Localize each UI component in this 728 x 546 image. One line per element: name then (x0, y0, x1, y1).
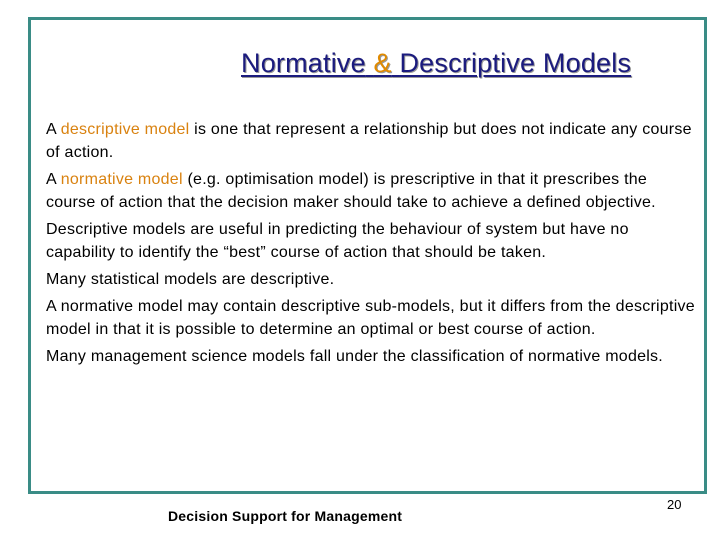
paragraph-text: A (46, 171, 61, 188)
title-ampersand: & (373, 48, 392, 78)
paragraph-normative-submodels: A normative model may contain descriptive sub-models, but it differs from the descriptive model in that it is possible to determine an optimal or best course of action. (46, 298, 695, 338)
term-descriptive-model: descriptive model (60, 121, 190, 138)
page-number: 20 (667, 497, 682, 512)
paragraph-normative-definition (46, 168, 696, 214)
title-descriptive-models: Descriptive Models (399, 48, 632, 78)
paragraph-statistical-models: Many statistical models are descriptive. (46, 271, 335, 288)
title-normative: Normative (241, 48, 366, 78)
slide-title (241, 48, 631, 79)
paragraph-descriptive-definition (46, 118, 696, 164)
paragraph-descriptive-usefulness: Descriptive models are useful in predicting the behaviour of system but have no capability to identify the “best” course of action that should be taken. (46, 221, 629, 261)
paragraph-management-science: Many management science models fall under the classification of normative models. (46, 348, 663, 365)
term-normative-model: normative model (60, 171, 183, 188)
paragraph-text: (e.g. optimisation model) is prescriptive in that it prescribes the course of action that the decision maker should take to achieve a defined objective. (46, 171, 656, 211)
footer-title: Decision Support for Management (168, 508, 403, 524)
paragraph-text: A (46, 121, 61, 138)
slide-body (46, 118, 696, 372)
paragraph-text: is one that represent a relationship but does not indicate any course of action. (46, 121, 692, 161)
